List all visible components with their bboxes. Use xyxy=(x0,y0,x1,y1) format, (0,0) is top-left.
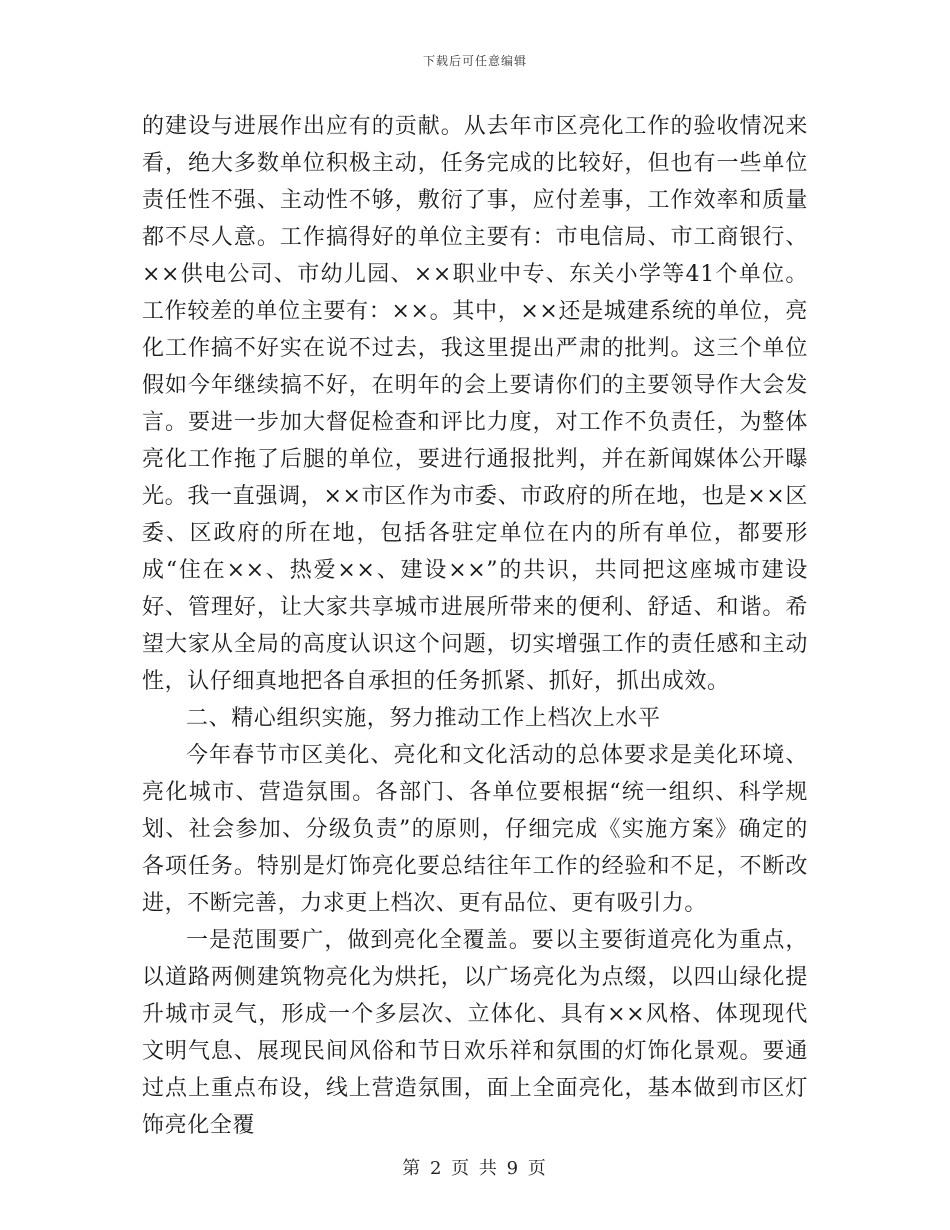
page-header: 下载后可任意编辑 xyxy=(422,54,527,68)
page-footer: 第 2 页 共 9 页 xyxy=(402,1158,548,1179)
paragraph-1: 的建设与进展作出应有的贡献。从去年市区亮化工作的验收情况来看，绝大多数单位积极主动，任务完成的比较好，但也有一些单位责任性不强、主动性不够，敷衍了事，应付差事，工作效率和质量都不尽人意。工作搞得好的单位主要有：市电信局、市工商银行、××供电公司、市幼儿园、××职业中专、东关小学等41个单位。工作较差的单位主要有：××。其中，××还是城建系统的单位，亮化工作搞不好实在说不过去，我这里提出严肃的批判。这三个单位假如今年继续搞不好，在明年的会上要请你们的主要领导作大会发言。要进一步加大督促检查和评比力度，对工作不负责任，为整体亮化工作拖了后腿的单位，要进行通报批判，并在新闻媒体公开曝光。我一直强调，××市区作为市委、市政府的所在地，也是××区委、区政府的所在地，包括各驻定单位在内的所有单位，都要形成“住在××、热爱××、建设××”的共识，共同把这座城市建设好、管理好，让大家共享城市进展所带来的便利、舒适、和谐。希望大家从全局的高度认识这个问题，切实增强工作的责任感和主动性，认仔细真地把各自承担的任务抓紧、抓好，抓出成效。 xyxy=(142,114,808,694)
paragraph-2: 今年春节市区美化、亮化和文化活动的总体要求是美化环境、亮化城市、营造氛围。各部门、各单位要根据“统一组织、科学规划、社会参加、分级负责”的原则，仔细完成《实施方案》确定的各项任务。特别是灯饰亮化要总结往年工作的经验和不足，不断改进，不断完善，力求更上档次、更有品位、更有吸引力。 xyxy=(142,743,808,916)
paragraph-3: 一是范围要广，做到亮化全覆盖。要以主要街道亮化为重点，以道路两侧建筑物亮化为烘托，以广场亮化为点缀，以四山绿化提升城市灵气，形成一个多层次、立体化、具有××风格、体现现代文明气息、展现民间风俗和节日欢乐祥和氛围的灯饰化景观。要通过点上重点布设，线上营造氛围，面上全面亮化，基本做到市区灯饰亮化全覆 xyxy=(142,928,808,1138)
section-heading: 二、精心组织实施，努力推动工作上档次上水平 xyxy=(186,706,661,731)
document-body xyxy=(142,108,808,1144)
